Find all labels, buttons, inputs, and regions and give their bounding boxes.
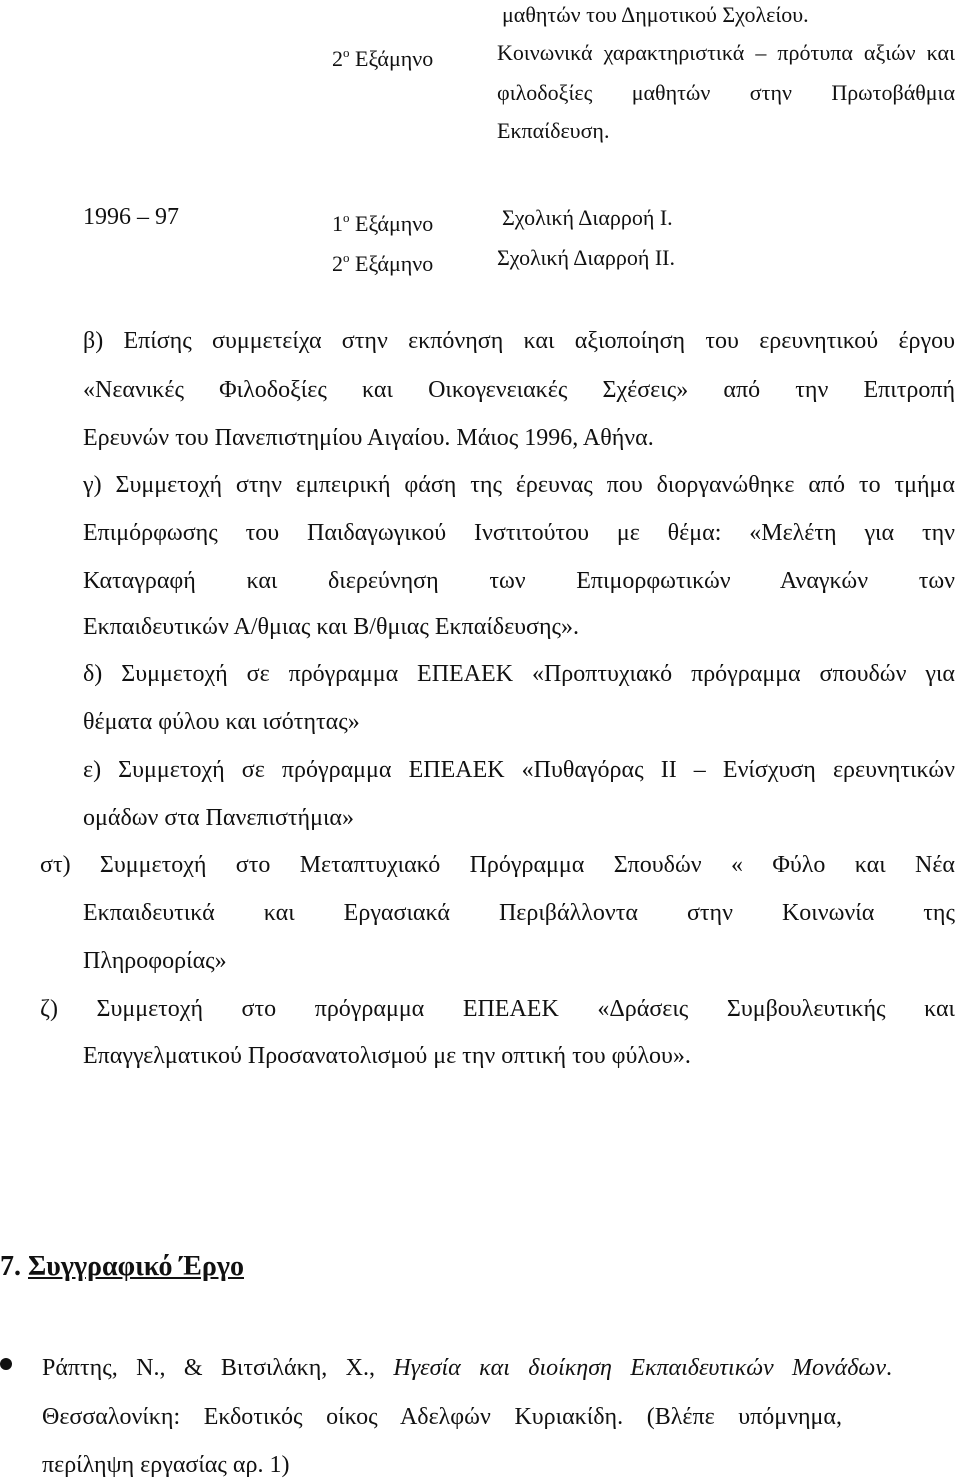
course-title-line: Εκπαίδευση. <box>497 118 610 143</box>
section-title: Συγγραφικό Έργο <box>28 1251 244 1282</box>
paragraph-z-line: ζ) Συμμετοχή στο πρόγραμμα ΕΠΕΑΕΚ «Δράσεις Συμβουλευτικής και <box>40 996 955 1022</box>
reference-punctuation: . <box>886 1355 892 1381</box>
semester-label <box>332 205 433 237</box>
semester-label <box>332 40 433 72</box>
paragraph-d-line: θέματα φύλου και ισότητας» <box>83 709 360 735</box>
semester-word: Εξάμηνο <box>349 251 434 276</box>
academic-year: 1996 – 97 <box>83 204 179 230</box>
paragraph-g-line: Καταγραφή και διερεύνηση των Επιμορφωτικών Αναγκών των <box>83 568 955 594</box>
semester-label <box>332 245 433 277</box>
schedule-continuation-line: μαθητών του Δημοτικού Σχολείου. <box>502 2 809 27</box>
reference-line-2: Θεσσαλονίκη: Εκδοτικός οίκος Αδελφών Κυριακίδη. (Βλέπε υπόμνημα, <box>42 1404 842 1430</box>
reference-line-1 <box>42 1354 892 1382</box>
course-title-line: Σχολική Διαρροή ΙΙ. <box>497 245 675 270</box>
paragraph-st-line: Εκπαιδευτικά και Εργασιακά Περιβάλλοντα στην Κοινωνία της <box>83 900 955 926</box>
section-heading <box>0 1250 244 1284</box>
paragraph-b-line: Ερευνών του Πανεπιστημίου Αιγαίου. Μάιος 1996, Αθήνα. <box>83 425 654 451</box>
section-number: 7. <box>0 1251 21 1282</box>
reference-title: Ηγεσία και διοίκηση Εκπαιδευτικών Μονάδων <box>393 1355 886 1381</box>
semester-ordinal: ο <box>343 210 350 225</box>
course-title-line: φιλοδοξίες μαθητών στην Πρωτοβάθμια <box>497 80 955 105</box>
semester-number: 2 <box>332 251 343 276</box>
paragraph-e-line: ομάδων στα Πανεπιστήμια» <box>83 805 354 831</box>
paragraph-b-line: β) Επίσης συμμετείχα στην εκπόνηση και αξιοποίηση του ερευνητικού έργου <box>83 328 955 354</box>
reference-authors: Ράπτης, Ν., & Βιτσιλάκη, Χ., <box>42 1355 394 1381</box>
paragraph-st-line: Πληροφορίας» <box>83 948 227 974</box>
paragraph-z-line: Επαγγελματικού Προσανατολισμού με την οπτική του φύλου». <box>83 1043 691 1069</box>
semester-word: Εξάμηνο <box>349 211 434 236</box>
semester-ordinal: ο <box>343 250 350 265</box>
semester-number: 2 <box>332 46 343 71</box>
course-title-line: Κοινωνικά χαρακτηριστικά – πρότυπα αξιών και <box>497 40 955 65</box>
semester-ordinal: ο <box>343 45 350 60</box>
paragraph-e-line: ε) Συμμετοχή σε πρόγραμμα ΕΠΕΑΕΚ «Πυθαγόρας ΙΙ – Ενίσχυση ερευνητικών <box>83 757 955 783</box>
paragraph-g-line: γ) Συμμετοχή στην εμπειρική φάση της έρευνας που διοργανώθηκε από το τμήμα <box>83 472 955 498</box>
bullet-icon <box>0 1358 12 1370</box>
semester-number: 1 <box>332 211 343 236</box>
semester-word: Εξάμηνο <box>349 46 434 71</box>
reference-line-3: περίληψη εργασίας αρ. 1) <box>42 1452 290 1478</box>
paragraph-g-line: Επιμόρφωσης του Παιδαγωγικού Ινστιτούτου με θέμα: «Μελέτη για την <box>83 520 955 546</box>
paragraph-b-line: «Νεανικές Φιλοδοξίες και Οικογενειακές Σχέσεις» από την Επιτροπή <box>83 377 955 403</box>
paragraph-g-line: Εκπαιδευτικών Α/θμιας και Β/θμιας Εκπαίδευσης». <box>83 614 580 640</box>
paragraph-st-line: στ) Συμμετοχή στο Μεταπτυχιακό Πρόγραμμα Σπουδών « Φύλο και Νέα <box>40 852 955 878</box>
paragraph-d-line: δ) Συμμετοχή σε πρόγραμμα ΕΠΕΑΕΚ «Προπτυχιακό πρόγραμμα σπουδών για <box>83 661 955 687</box>
course-title-line: Σχολική Διαρροή Ι. <box>502 205 673 230</box>
